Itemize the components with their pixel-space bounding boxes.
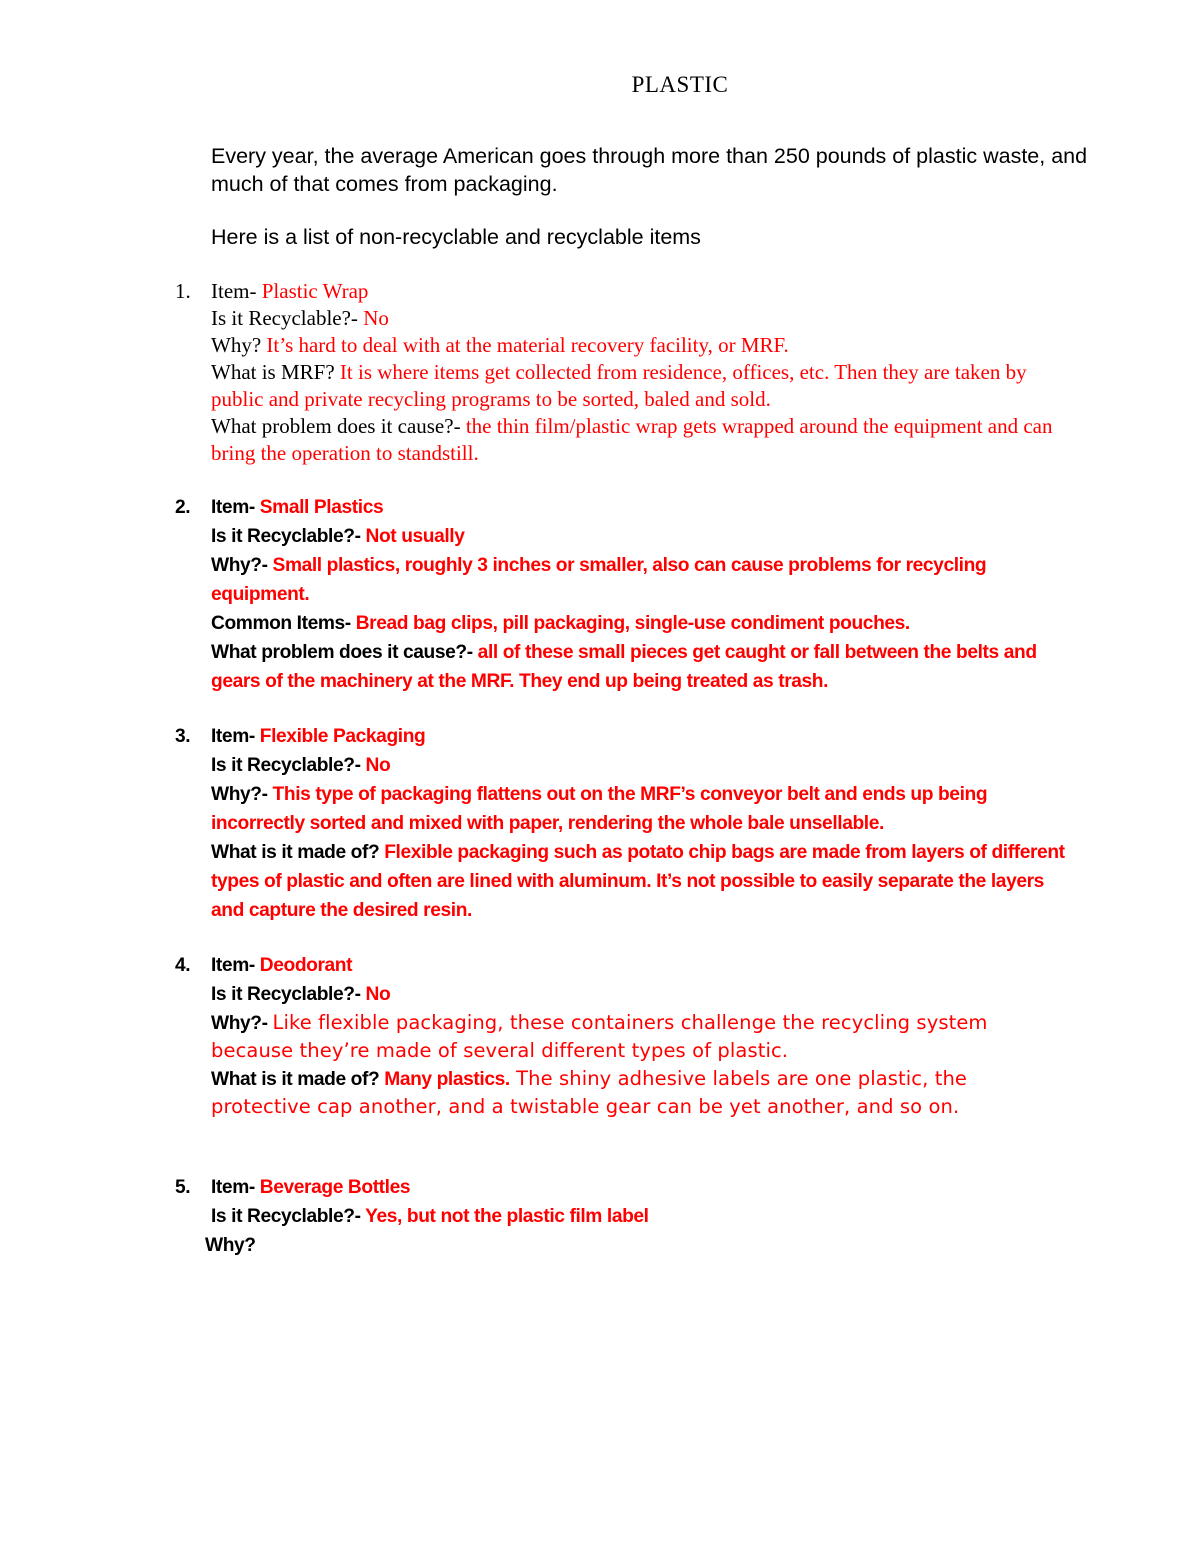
why-value: This type of packaging flattens out on the MRF’s conveyor belt and ends up being incorrectly sorted and mixed with paper, rendering the whole bale unsellable.	[211, 784, 988, 834]
list-item-plastic-wrap	[175, 278, 1071, 467]
why-line	[211, 332, 1071, 359]
item-label: Item-	[211, 1177, 260, 1198]
list-number: 2.	[175, 497, 191, 518]
list-number: 1.	[175, 279, 191, 303]
mrf-value: It is where items get collected from residence, offices, etc. Then they are taken by public and private recycling programs to be sorted, baled and sold.	[211, 360, 1027, 411]
problem-label: What problem does it cause?-	[211, 414, 466, 438]
why-label: Why?-	[211, 555, 273, 576]
item-value: Beverage Bottles	[259, 1177, 411, 1198]
list-item-beverage-bottles	[175, 1173, 1071, 1260]
recyclable-value: Not usually	[365, 526, 465, 547]
recyclable-label: Is it Recyclable?-	[211, 1206, 366, 1227]
made-of-value-bold: Many plastics.	[384, 1069, 510, 1090]
recyclable-value: No	[363, 306, 389, 330]
why-value: It’s hard to deal with at the material recovery facility, or MRF.	[266, 333, 789, 357]
why-label: Why?	[211, 333, 267, 357]
list-number: 3.	[175, 726, 191, 747]
item-value: Flexible Packaging	[259, 726, 426, 747]
why-label: Why?	[205, 1235, 256, 1256]
common-items-label: Common Items-	[211, 613, 356, 634]
recyclable-label: Is it Recyclable?-	[211, 984, 366, 1005]
item-label: Item-	[211, 726, 260, 747]
item-line	[211, 722, 1071, 751]
item-label: Item-	[211, 955, 260, 976]
why-line	[211, 780, 1071, 838]
item-line	[211, 493, 1071, 522]
problem-line	[211, 638, 1071, 696]
recyclable-label: Is it Recyclable?-	[211, 526, 366, 547]
why-line	[205, 1231, 1071, 1260]
list-number: 4.	[175, 955, 191, 976]
recyclable-label: Is it Recyclable?-	[211, 306, 364, 330]
recyclable-label: Is it Recyclable?-	[211, 755, 366, 776]
item-value: Deodorant	[259, 955, 353, 976]
recyclable-value: Yes, but not the plastic film label	[365, 1206, 649, 1227]
mrf-label: What is MRF?	[211, 360, 340, 384]
made-of-value: The shiny adhesive labels are one plastic, the protective cap another, and a twistable gear can be yet another, and so on.	[211, 1067, 968, 1118]
problem-value: the thin film/plastic wrap gets wrapped around the equipment and can bring the operation to standstill.	[211, 414, 1053, 465]
why-line	[211, 1009, 1071, 1065]
common-items-line	[211, 609, 1071, 638]
made-of-label: What is it made of?	[211, 1069, 385, 1090]
why-label: Why?-	[211, 1013, 273, 1034]
item-label: Item-	[211, 497, 260, 518]
why-label: Why?-	[211, 784, 273, 805]
made-of-value: Flexible packaging such as potato chip bags are made from layers of different types of plastic and often are lined with aluminum. It’s not possible to easily separate the layers and capture the desired resin.	[211, 842, 1065, 921]
item-value: Plastic Wrap	[261, 279, 369, 303]
list-item-deodorant	[175, 951, 1071, 1121]
item-label: Item-	[211, 279, 262, 303]
recyclable-line	[211, 305, 1071, 332]
recyclable-line	[211, 1202, 1071, 1231]
problem-line	[211, 413, 1071, 467]
intro-paragraph: Every year, the average American goes through more than 250 pounds of plastic waste, and much of that comes from packaging.	[211, 144, 1088, 196]
recyclable-value: No	[365, 984, 391, 1005]
made-of-line	[211, 838, 1071, 925]
mrf-line	[211, 359, 1071, 413]
item-line	[211, 951, 1071, 980]
why-line	[211, 551, 1071, 609]
list-item-small-plastics	[175, 493, 1071, 696]
list-number: 5.	[175, 1177, 191, 1198]
recyclable-value: No	[365, 755, 391, 776]
problem-label: What problem does it cause?-	[211, 642, 478, 663]
common-items-value: Bread bag clips, pill packaging, single-use condiment pouches.	[355, 613, 910, 634]
made-of-line	[211, 1065, 1071, 1121]
why-value: Like flexible packaging, these containers challenge the recycling system because they’re made of several different types of plastic.	[211, 1011, 988, 1062]
item-line	[211, 278, 1071, 305]
intro-list-lead: Here is a list of non-recyclable and recyclable items	[211, 225, 701, 249]
recyclable-line	[211, 751, 1071, 780]
item-value: Small Plastics	[259, 497, 384, 518]
problem-value: all of these small pieces get caught or fall between the belts and gears of the machinery at the MRF. They end up being treated as trash.	[211, 642, 1037, 692]
why-value: Small plastics, roughly 3 inches or smaller, also can cause problems for recycling equipment.	[211, 555, 987, 605]
recyclable-line	[211, 980, 1071, 1009]
item-line	[211, 1173, 1071, 1202]
list-item-flexible-packaging	[175, 722, 1071, 925]
page-title: PLASTIC	[631, 72, 729, 97]
made-of-label: What is it made of?	[211, 842, 385, 863]
recyclable-line	[211, 522, 1071, 551]
